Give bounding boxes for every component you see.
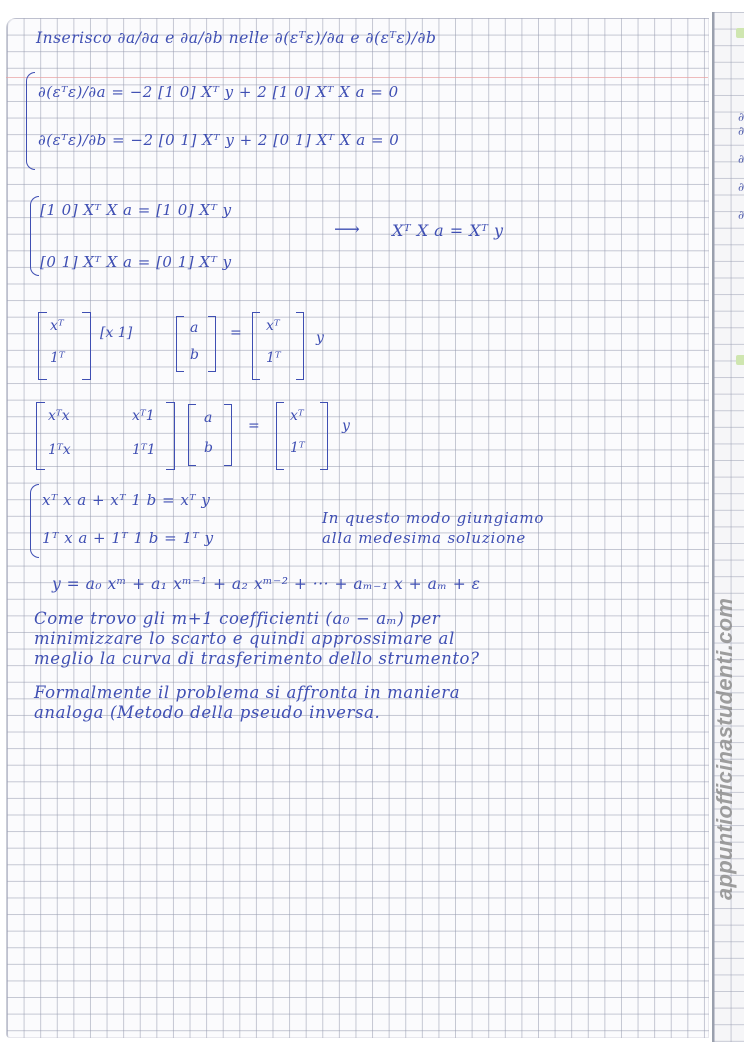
matrix-entry: xᵀ xyxy=(50,318,64,334)
question-line-2: minimizzare lo scarto e quindi approssimare al xyxy=(34,629,455,648)
vector-bracket-right xyxy=(224,404,232,466)
vector-entry-a: a xyxy=(204,410,213,426)
matrix-bracket-right xyxy=(166,402,175,470)
page-highlight-mark xyxy=(736,355,744,365)
row-vector: [x 1] xyxy=(100,325,133,341)
equals-sign: = xyxy=(230,325,242,341)
polynomial-model: y = a₀ xᵐ + a₁ xᵐ⁻¹ + a₂ xᵐ⁻² + ··· + aₘ₋₁ x + aₘ + ε xyxy=(52,575,481,593)
system-brace xyxy=(30,484,39,558)
matrix-bracket-right xyxy=(82,312,91,380)
header-line: Inserisco ∂a/∂a e ∂a/∂b nelle ∂(εᵀε)/∂a e ∂(εᵀε)/∂b xyxy=(36,29,437,47)
question-line-3: meglio la curva di trasferimento dello strumento? xyxy=(34,649,480,668)
vector-entry-a: a xyxy=(190,320,199,336)
answer-line-2: analoga (Metodo della pseudo inversa. xyxy=(34,703,381,722)
matrix-entry: 1ᵀ1 xyxy=(132,442,156,458)
equals-sign: = xyxy=(248,418,260,434)
vector-bracket-left xyxy=(188,404,196,466)
side-note-line-1: In questo modo giungiamo xyxy=(322,509,545,527)
vector-y: y xyxy=(316,330,324,346)
equation-row-a: [1 0] Xᵀ X a = [1 0] Xᵀ y xyxy=(40,201,232,219)
expanded-equation-1: xᵀ x a + xᵀ 1 b = xᵀ y xyxy=(42,491,211,509)
matrix-entry: xᵀ xyxy=(266,318,280,334)
vector-entry-b: b xyxy=(190,347,199,363)
matrix-bracket-left xyxy=(252,312,260,380)
matrix-entry: xᵀx xyxy=(48,408,70,424)
watermark: appuntiofficinastudenti.com xyxy=(712,597,737,900)
equation-row-b: [0 1] Xᵀ X a = [0 1] Xᵀ y xyxy=(40,253,232,271)
page-margin-line xyxy=(6,77,708,78)
matrix-bracket-left xyxy=(36,402,45,470)
matrix-bracket-left xyxy=(276,402,284,470)
matrix-bracket-right xyxy=(296,312,304,380)
equation-derivative-b: ∂(εᵀε)/∂b = −2 [0 1] Xᵀ y + 2 [0 1] Xᵀ X a = 0 xyxy=(38,131,400,149)
matrix-bracket-right xyxy=(320,402,328,470)
answer-line-1: Formalmente il problema si affronta in maniera xyxy=(34,683,461,702)
matrix-entry: 1ᵀ xyxy=(290,440,305,456)
page-highlight-mark xyxy=(736,28,744,38)
vector-entry-b: b xyxy=(204,440,213,456)
system-brace xyxy=(30,196,39,276)
implies-arrow: ⟶ xyxy=(334,219,361,240)
matrix-entry: 1ᵀ xyxy=(50,350,65,366)
matrix-bracket-left xyxy=(38,312,47,380)
expanded-equation-2: 1ᵀ x a + 1ᵀ 1 b = 1ᵀ y xyxy=(42,529,214,547)
adjacent-page-text-fragment: ∂ ∂ ∂ ∂ ∂ xyxy=(738,110,744,222)
matrix-entry: xᵀ1 xyxy=(132,408,155,424)
notebook-page xyxy=(6,18,709,1038)
system-brace xyxy=(26,72,35,170)
normal-equation-result: Xᵀ X a = Xᵀ y xyxy=(392,221,504,240)
question-line-1: Come trovo gli m+1 coefficienti (a₀ − aₘ) per xyxy=(34,609,441,628)
equation-derivative-a: ∂(εᵀε)/∂a = −2 [1 0] Xᵀ y + 2 [1 0] Xᵀ X a = 0 xyxy=(38,83,399,101)
matrix-entry: 1ᵀx xyxy=(48,442,71,458)
vector-bracket-right xyxy=(208,316,216,372)
vector-y: y xyxy=(342,418,350,434)
matrix-entry: 1ᵀ xyxy=(266,350,281,366)
vector-bracket-left xyxy=(176,316,184,372)
matrix-entry: xᵀ xyxy=(290,408,304,424)
side-note-line-2: alla medesima soluzione xyxy=(322,529,527,547)
